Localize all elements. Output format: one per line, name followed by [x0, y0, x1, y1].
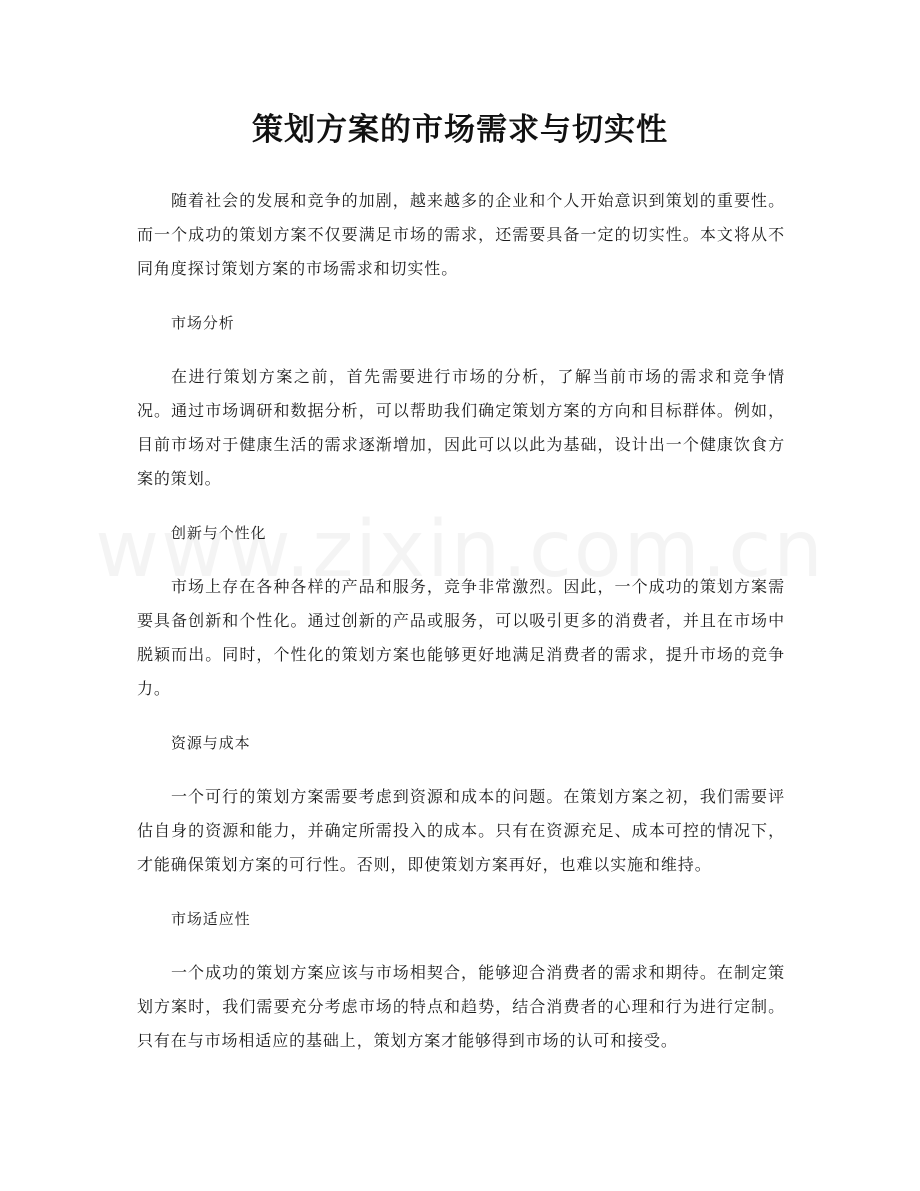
section-paragraph-innovation: 市场上存在各种各样的产品和服务，竞争非常激烈。因此，一个成功的策划方案需要具备创新和个性化。通过创新的产品或服务，可以吸引更多的消费者，并且在市场中脱颖而出。同时，个性化的策划方案也能够更好地满足消费者的需求，提升市场的竞争力。 [137, 577, 785, 698]
section-paragraph-resources: 一个可行的策划方案需要考虑到资源和成本的问题。在策划方案之初，我们需要评估自身的资源和能力，并确定所需投入的成本。只有在资源充足、成本可控的情况下，才能确保策划方案的可行性。否则，即使策划方案再好，也难以实施和维持。 [137, 787, 785, 874]
section-heading-resources: 资源与成本 [171, 734, 251, 752]
intro-paragraph: 随着社会的发展和竞争的加剧，越来越多的企业和个人开始意识到策划的重要性。而一个成功的策划方案不仅要满足市场的需求，还需要具备一定的切实性。本文将从不同角度探讨策划方案的市场需求和切实性。 [137, 191, 785, 278]
section-heading-innovation: 创新与个性化 [171, 524, 267, 542]
document-body [137, 184, 785, 1078]
section-paragraph-market-analysis: 在进行策划方案之前，首先需要进行市场的分析，了解当前市场的需求和竞争情况。通过市场调研和数据分析，可以帮助我们确定策划方案的方向和目标群体。例如，目前市场对于健康生活的需求逐渐增加，因此可以以此为基础，设计出一个健康饮食方案的策划。 [137, 367, 785, 488]
document-title: 策划方案的市场需求与切实性 [252, 112, 668, 148]
section-paragraph-adaptability: 一个成功的策划方案应该与市场相契合，能够迎合消费者的需求和期待。在制定策划方案时，我们需要充分考虑市场的特点和趋势，结合消费者的心理和行为进行定制。只有在与市场相适应的基础上，策划方案才能够得到市场的认可和接受。 [137, 963, 785, 1050]
section-heading-adaptability: 市场适应性 [171, 910, 251, 928]
section-heading-market-analysis: 市场分析 [171, 314, 235, 332]
